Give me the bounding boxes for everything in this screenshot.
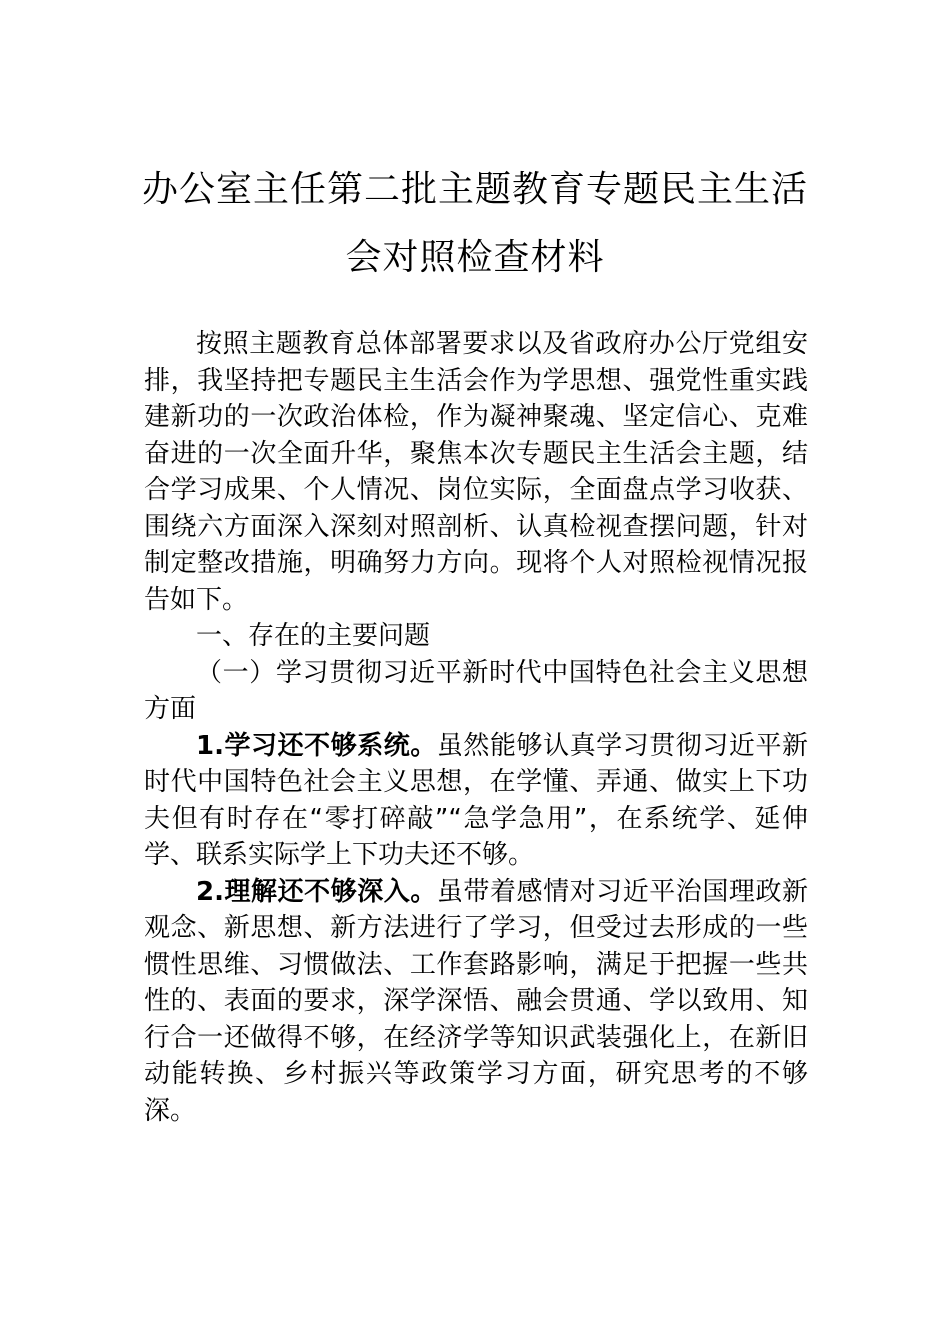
document-body: [144, 326, 808, 1129]
point-1-text: 虽然能够认真学习贯彻习近平新时代中国特色社会主义思想，在学懂、弄通、做实上下功夫但有时存在“零打碎敲”“急学急用”，在系统学、延伸学、联系实际学上下功夫还不够。: [144, 730, 808, 870]
document-title-line-2: 会对照检查材料: [345, 237, 605, 278]
document-title-line-1: 办公室主任第二批主题教育专题民主生活: [141, 169, 808, 210]
intro-paragraph: [144, 326, 808, 618]
point-2-lead: 2.理解还不够深入。: [196, 876, 437, 907]
subsection-heading-text: （一）学习贯彻习近平新时代中国特色社会主义思想方面: [144, 657, 808, 724]
section-heading-text: 一、存在的主要问题: [196, 621, 431, 651]
intro-text: 按照主题教育总体部署要求以及省政府办公厅党组安排，我坚持把专题民主生活会作为学思想、强党性重实践建新功的一次政治体检，作为凝神聚魂、坚定信心、克难奋进的一次全面升华，聚焦本次专题民主生活会主题，结合学习成果、个人情况、岗位实际，全面盘点学习收获、围绕六方面深入深刻对照剖析、认真检视查摆问题，针对制定整改措施，明确努力方向。现将个人对照检视情况报告如下。: [144, 329, 808, 615]
point-2-paragraph: [144, 874, 808, 1130]
point-1-lead: 1.学习还不够系统。: [196, 730, 437, 761]
point-1-paragraph: [144, 728, 808, 874]
point-2-text: 虽带着感情对习近平治国理政新观念、新思想、新方法进行了学习，但受过去形成的一些惯性思维、习惯做法、工作套路影响，满足于把握一些共性的、表面的要求，深学深悟、融会贯通、学以致用、知行合一还做得不够，在经济学等知识武装强化上，在新旧动能转换、乡村振兴等政策学习方面，研究思考的不够深。: [144, 876, 808, 1126]
subsection-heading: [144, 655, 808, 728]
section-heading: [144, 618, 808, 655]
